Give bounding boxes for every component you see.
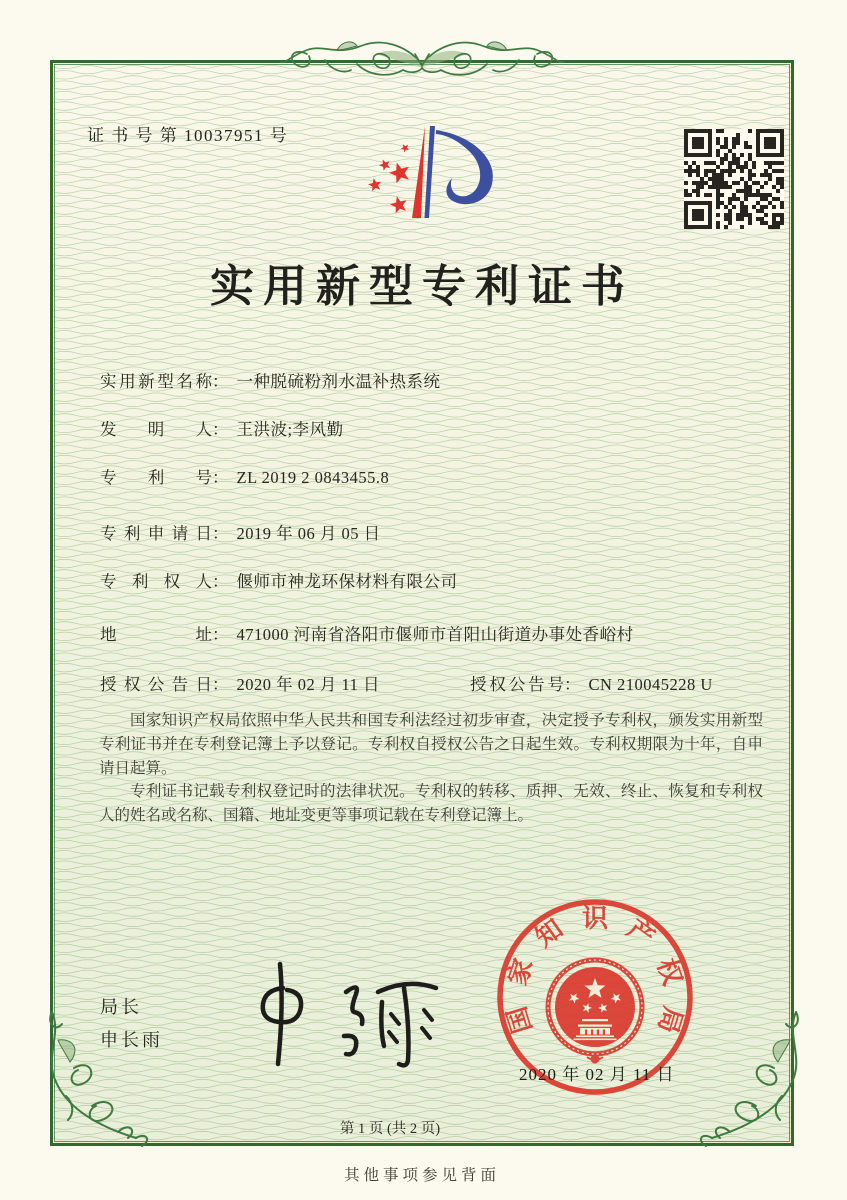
director-title-label: 局长 — [100, 997, 142, 1017]
svg-text:知: 知 — [530, 913, 569, 953]
field-label: 专利权人 — [100, 572, 212, 591]
svg-text:识: 识 — [581, 903, 609, 933]
field-label: 专利号 — [100, 468, 212, 487]
field-label: 专利申请日 — [100, 524, 212, 543]
field-value: CN 210045228 U — [588, 675, 713, 694]
field-row-patentee: 专利权人： 偃师市神龙环保材料有限公司 — [100, 568, 458, 592]
legal-statement — [99, 709, 763, 828]
svg-text:国: 国 — [502, 1003, 538, 1037]
field-value: ZL 2019 2 0843455.8 — [236, 468, 390, 487]
field-grant-number: 授权公告号： CN 210045228 U — [470, 671, 713, 695]
svg-text:家: 家 — [502, 954, 539, 989]
svg-text:权: 权 — [651, 954, 688, 989]
field-value: 王洪波;李风勤 — [236, 420, 344, 439]
cnipa-logo-icon — [342, 106, 512, 236]
back-side-note: 其他事项参见背面 — [343, 1167, 500, 1184]
certificate-title: 实用新型专利证书 — [210, 262, 634, 311]
field-row-inventor: 发明人： 王洪波;李风勤 — [100, 416, 344, 440]
field-row-filing-date: 专利申请日： 2019 年 06 月 05 日 — [100, 520, 381, 544]
field-row-patent-number: 专利号： ZL 2019 2 0843455.8 — [100, 464, 389, 488]
svg-text:局: 局 — [652, 1003, 688, 1037]
field-row-utility-model-name: 实用新型名称： 一种脱硫粉剂水温补热系统 — [100, 368, 441, 392]
director-signature — [228, 958, 448, 1073]
qr-code — [684, 129, 784, 229]
legal-paragraph-1: 国家知识产权局依照中华人民共和国专利法经过初步审查，决定授予专利权，颁发实用新型专利证书并在专利登记簿上予以登记。专利权自授权公告之日起生效。专利权期限为十年，自申请日起算。 — [99, 712, 763, 777]
top-center-flourish-ornament — [277, 24, 567, 88]
field-value: 一种脱硫粉剂水温补热系统 — [236, 372, 441, 391]
field-label: 实用新型名称 — [100, 372, 212, 391]
field-value: 2020 年 02 月 11 日 — [236, 675, 381, 694]
field-label: 发明人 — [100, 420, 212, 439]
field-label: 授权公告号 — [470, 675, 564, 694]
field-row-grant-date-and-number: 授权公告日： 2020 年 02 月 11 日 授权公告号： CN 210045228 U — [100, 671, 380, 695]
director-name: 申长雨 — [100, 1030, 163, 1050]
field-row-address: 地址： 471000 河南省洛阳市偃师市首阳山街道办事处香峪村 — [100, 621, 634, 645]
field-value: 471000 河南省洛阳市偃师市首阳山街道办事处香峪村 — [236, 625, 634, 644]
certificate-number: 证 书 号 第 10037951 号 — [87, 126, 289, 145]
page-number-info: 第 1 页 (共 2 页) — [339, 1121, 441, 1137]
legal-paragraph-2: 专利证书记载专利权登记时的法律状况。专利权的转移、质押、无效、终止、恢复和专利权人的姓名或名称、国籍、地址变更等事项记载在专利登记簿上。 — [99, 783, 763, 825]
seal-date: 2020 年 02 月 11 日 — [519, 1065, 675, 1084]
field-value: 2019 年 06 月 05 日 — [236, 524, 381, 543]
svg-text:产: 产 — [621, 913, 660, 953]
field-label: 地址 — [100, 625, 212, 644]
field-label: 授权公告日 — [100, 675, 212, 694]
field-value: 偃师市神龙环保材料有限公司 — [236, 572, 458, 591]
